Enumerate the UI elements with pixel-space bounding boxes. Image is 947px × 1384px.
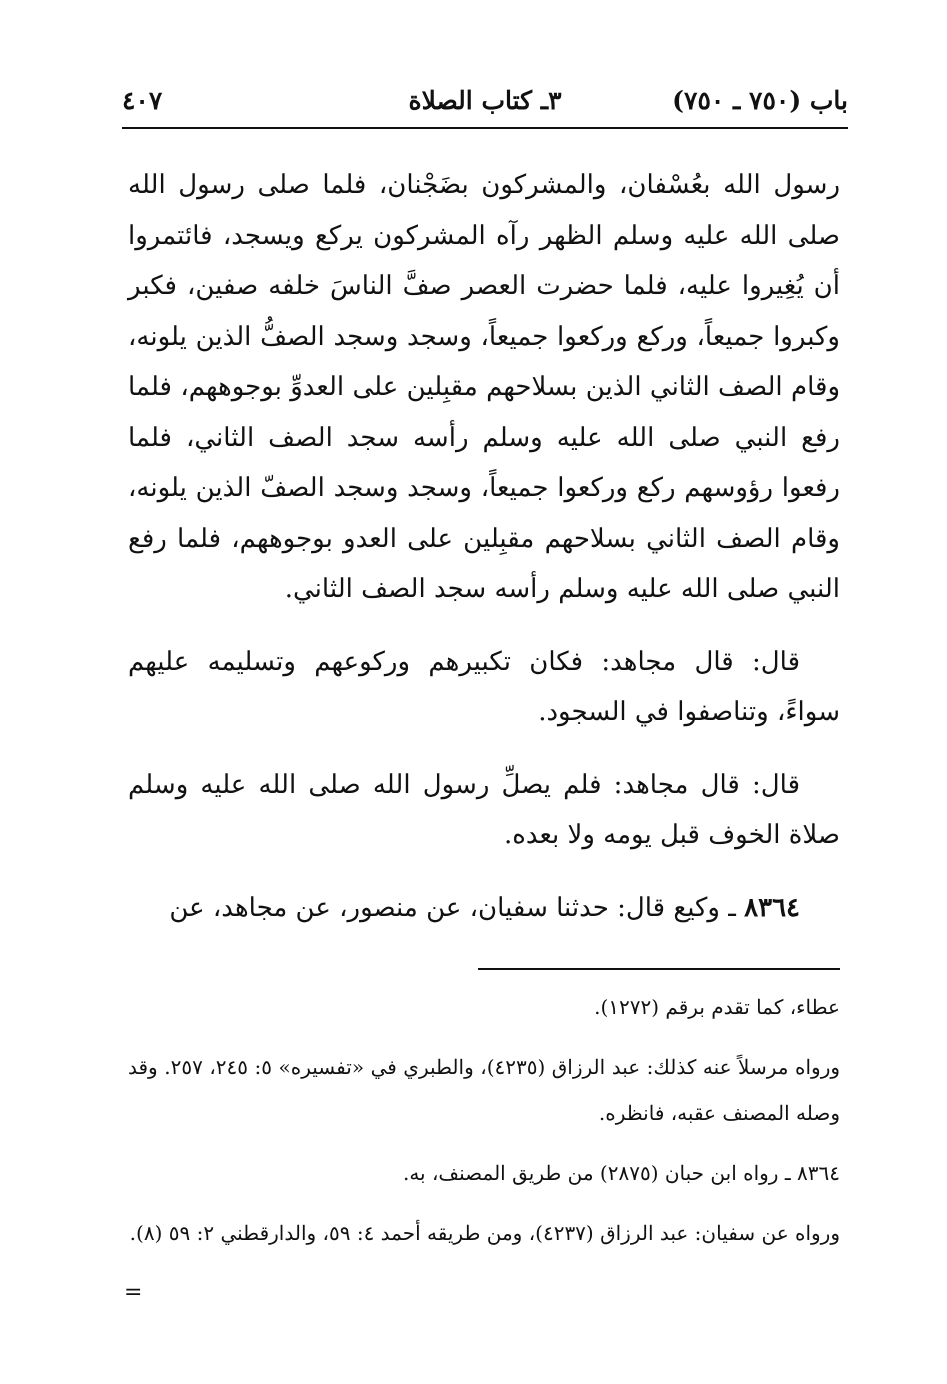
footnote-1: عطاء، كما تقدم برقم (١٢٧٢). — [594, 995, 840, 1019]
footnote-4: ورواه عن سفيان: عبد الرزاق (٤٢٣٧)، ومن طريقه أحمد ٤: ٥٩، والدارقطني ٢: ٥٩ (٨). — [129, 1221, 840, 1245]
paragraph-mujahid-2: قال: قال مجاهد: فلم يصلِّ رسول الله صلى الله عليه وسلم صلاة الخوف قبل يومه ولا بعده. — [128, 769, 840, 850]
book-title: ٣ـ كتاب الصلاة — [408, 86, 562, 115]
footnotes — [128, 984, 840, 1270]
page-number: ٤٠٧ — [122, 86, 163, 115]
header-divider — [122, 127, 848, 129]
footnote-2: ورواه مرسلاً عنه كذلك: عبد الرزاق (٤٢٣٥)، والطبري في «تفسيره» ٥: ٢٤٥، ٢٥٧. وقد وصله المصنف عقبه، فانظره. — [128, 1055, 841, 1125]
paragraph-mujahid-1: قال: قال مجاهد: فكان تكبيرهم وركوعهم وتسليمه عليهم سواءً، وتناصفوا في السجود. — [128, 646, 840, 727]
footnote-3: ٨٣٦٤ ـ رواه ابن حبان (٢٨٧٥) من طريق المصنف، به. — [402, 1161, 840, 1185]
continuation-mark: = — [124, 1280, 143, 1305]
hadith-text: ـ وكيع قال: حدثنا سفيان، عن منصور، عن مجاهد، عن — [169, 892, 736, 923]
paragraph-hadith-8364 — [128, 883, 840, 934]
chapter-range: باب (٧٥٠ ـ ٧٥٠) — [672, 86, 848, 115]
main-text — [128, 160, 840, 955]
hadith-number: ٨٣٦٤ — [744, 892, 800, 923]
paragraph-hadith-continuation: رسول الله بعُسْفان، والمشركون بضَجْنان، فلما صلى رسول الله صلى الله عليه وسلم الظهر رآه المشركون يركع ويسجد، فائتمروا أن يُغِيروا عليه، فلما حضرت العصر صفَّ الناسَ خلفه صفين، فكبر وكبروا جميعاً، وركع وركعوا جميعاً، وسجد وسجد الصفُّ الذين يلونه، وقام الصف الثاني الذين بسلاحهم مقبِلين على العدوِّ بوجوههم، فلما رفع النبي صلى الله عليه وسلم رأسه سجد الصف الثاني، فلما رفعوا رؤوسهم ركع وركعوا جميعاً، وسجد وسجد الصفّ الذين يلونه، وقام الصف الثاني بسلاحهم مقبِلين على العدو بوجوههم، فلما رفع النبي صلى الله عليه وسلم رأسه سجد الصف الثاني. — [128, 170, 840, 604]
running-header — [122, 80, 848, 126]
footnote-divider — [478, 968, 840, 970]
